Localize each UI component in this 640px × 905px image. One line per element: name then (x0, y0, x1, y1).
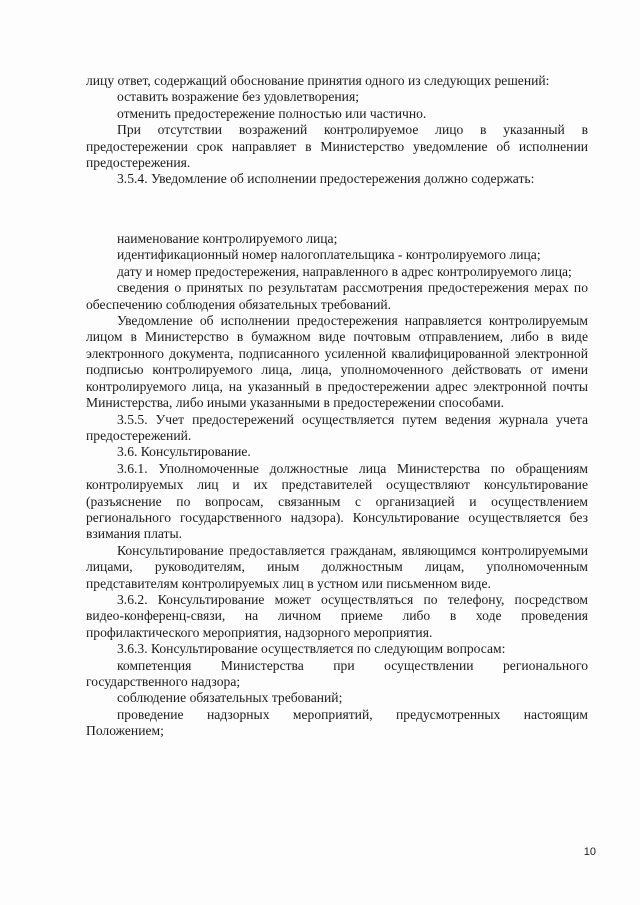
blank-line (86, 201, 588, 217)
paragraph: идентификационный номер налогоплательщика - контролируемого лица; (117, 247, 541, 263)
paragraph: Консультирование предоставляется гражданам, являющимся контролируемыми лицами, руководителям, иным должностным лицам, уполномоченным представителям контролируемых лиц в устном или письменном виде. (86, 542, 588, 591)
paragraph: проведение надзорных мероприятий, предусмотренных настоящим Положением; (86, 706, 588, 739)
page-number: 10 (583, 846, 596, 858)
paragraph: компетенция Министерства при осуществлении регионального государственного надзора; (86, 657, 588, 689)
paragraph: 3.5.4. Уведомление об исполнении предостережения должно содержать: (117, 171, 535, 187)
paragraph: сведения о принятых по результатам рассмотрения предостережения мерах по обеспечению соблюдения обязательных требований. (86, 280, 588, 312)
paragraph: При отсутствии возражений контролируемое лицо в указанный в предостережении срок направляет в Министерство уведомление об исполнении предостережения. (86, 122, 588, 171)
paragraph: 3.6. Консультирование. (117, 444, 251, 460)
paragraph: Уведомление об исполнении предостережения направляется контролируемым лицом в Министерство в бумажном виде почтовым отправлением, либо в виде электронного документа, подписанного усиленной квалифицированной электронной подписью контролируемого лица, лица, уполномоченного действовать от имени контролируемого лица, на указанный в предостережении адрес электронной почты Министерства, либо иными указанными в предостережении способами. (86, 313, 588, 411)
paragraph: 3.5.5. Учет предостережений осуществляется путем ведения журнала учета предостережений. (86, 411, 588, 443)
paragraph: наименование контролируемого лица; (117, 231, 338, 247)
paragraph: лицу ответ, содержащий обоснование принятия одного из следующих решений: (86, 73, 550, 88)
document-body (86, 73, 588, 740)
paragraph: отменить предостережение полностью или частично. (117, 105, 427, 121)
paragraph: дату и номер предостережения, направленного в адрес контролируемого лица; (117, 263, 572, 279)
paragraph: 3.6.3. Консультирование осуществляется по следующим вопросам: (117, 641, 506, 657)
paragraph: 3.6.1. Уполномоченные должностные лица Министерства по обращениям контролируемых лиц и их представителей осуществляют консультирование (разъяснение по вопросам, связанным с организацией и осуществлением регионального государственного надзора). Консультирование осуществляется без взимания платы. (86, 460, 588, 542)
paragraph: оставить возражение без удовлетворения; (117, 89, 359, 105)
paragraph: соблюдение обязательных требований; (117, 690, 343, 706)
paragraph: 3.6.2. Консультирование может осуществляться по телефону, посредством видео-конференц-связи, на личном приеме либо в ходе проведения профилактического мероприятия, надзорного мероприятия. (86, 591, 588, 640)
